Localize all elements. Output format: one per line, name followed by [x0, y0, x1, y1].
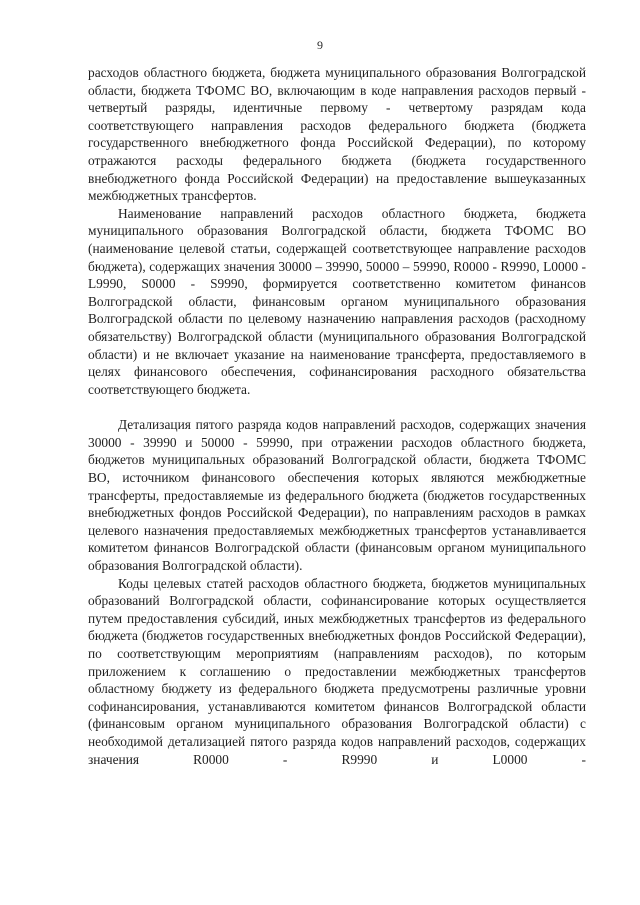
page-number: 9: [317, 38, 323, 52]
document-body: [88, 64, 586, 768]
paragraph-naming-rules: Наименование направлений расходов областного бюджета, бюджета муниципального образования Волгоградской области, бюджета ТФОМС ВО (наименование целевой статьи, содержащей соответствующее направление расходов бюджета), содержащих значения 30000 – 39990, 50000 – 59990, R0000 - R9990, L0000 - L9990, S0000 - S9990, формируется соответственно комитетом финансов Волгоградской области, финансовым органом муниципального образования Волгоградской области по целевому назначению направления расходов (расходному обязательству) Волгоградской области (муниципального образования Волгоградской области) и не включает указание на наименование трансферта, предоставляемого в целях финансового обеспечения, софинансирования расходного обязательства соответствующего бюджета.: [88, 205, 586, 397]
paragraph-cofinancing-codes: Коды целевых статей расходов областного бюджета, бюджетов муниципальных образований Волгоградской области, софинансирование которых осуществляется путем предоставления субсидий, иных межбюджетных трансфертов из федерального бюджета (бюджетов государственных внебюджетных фондов Российской Федерации), по соответствующим мероприятиям (направлениям расходов), по которым приложением к соглашению о предоставлении межбюджетных трансфертов областному бюджету из федерального бюджета предусмотрены различные уровни софинансирования, устанавливаются комитетом финансов Волгоградской области (финансовым органом муниципального образования Волгоградской области) с необходимой детализацией пятого разряда кодов направлений расходов, содержащих значения R0000 - R9990 и L0000 -: [88, 575, 586, 767]
paragraph-fifth-digit-detail: Детализация пятого разряда кодов направлений расходов, содержащих значения 30000 - 39990 и 50000 - 59990, при отражении расходов областного бюджета, бюджетов муниципальных образований Волгоградской области, бюджета ТФОМС ВО, источником финансового обеспечения которых являются межбюджетные трансферты, предоставляемые из федерального бюджета (бюджетов государственных внебюджетных фондов Российской Федерации), по направлениям расходов в рамках целевого назначения предоставляемых межбюджетных трансфертов устанавливается комитетом финансов Волгоградской области (финансовым органом муниципального образования Волгоградской области).: [88, 417, 586, 574]
paragraph-continuation: расходов областного бюджета, бюджета муниципального образования Волгоградской области, бюджета ТФОМС ВО, включающим в коде направления расходов первый - четвертый разряды, идентичные первому - четвертому разрядам кода соответствующего направления расходов федерального бюджета (бюджета государственного внебюджетного фонда Российской Федерации), по которому отражаются расходы федерального бюджета (бюджета государственного внебюджетного фонда Российской Федерации) на предоставление вышеуказанных межбюджетных трансфертов.: [88, 65, 586, 204]
